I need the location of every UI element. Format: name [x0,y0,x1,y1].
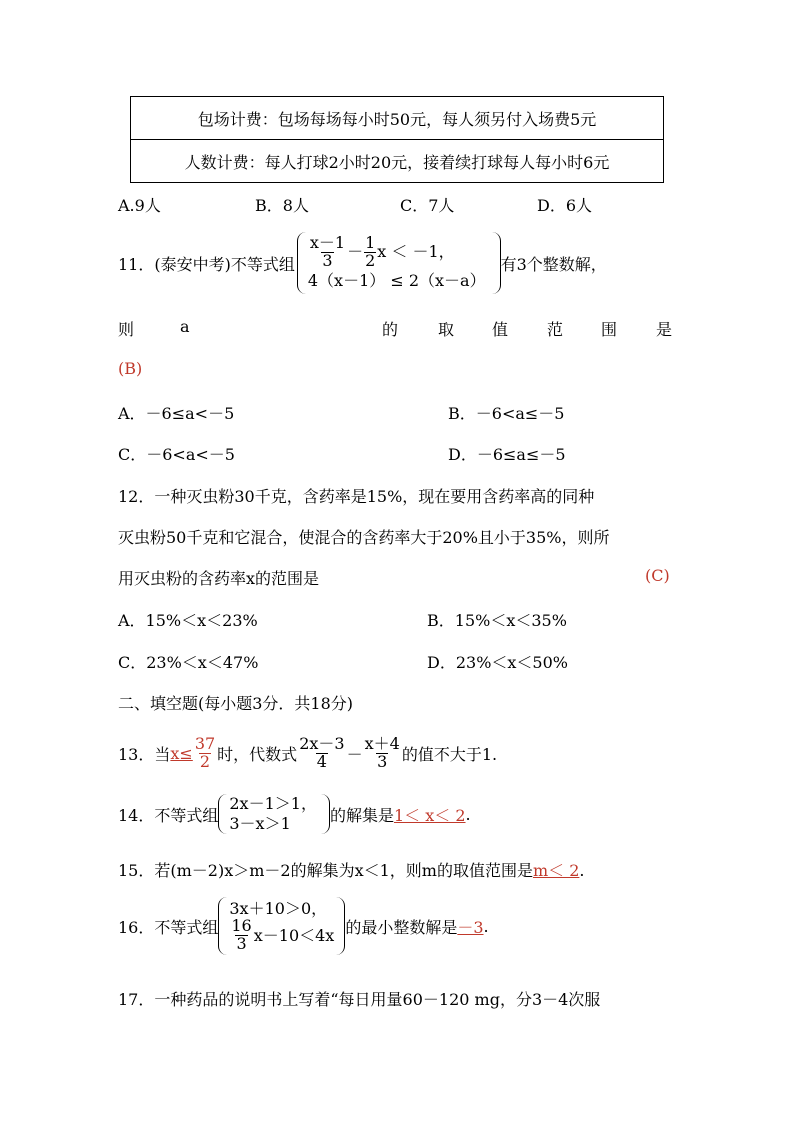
q11-option-c: C．－6<a<－5 [118,445,235,464]
left-brace-icon [218,794,227,834]
q16-inequality-system: 3x＋10＞0， $\frac{16}{3}$ x－10＜4x [218,897,345,955]
q11-then: 则 [118,320,135,339]
q12-answer: (C) [645,566,670,585]
left-brace-icon [297,232,306,294]
q11-char-wei: 围 [601,320,618,339]
pricing-table [130,96,664,183]
q16-answer: －3 [457,917,484,937]
q12-option-b: B．15%＜x＜35% [427,611,567,630]
question-16: 16．不等式组 3x＋10＞0， $\frac{16}{3}$ x－10＜4x 的最小整数解是 －3 . [118,895,489,957]
q13-answer-fraction: $\frac{37}{2}$ [194,733,216,771]
left-brace-icon [218,897,227,955]
q10-option-c: C．7人 [400,196,455,215]
q11-line-2: 4（x－1） ≤ 2（x－a） [307,270,486,290]
q16-fraction: $\frac{16}{3}$ [231,916,252,954]
q11-suffix: 有3个整数解， [500,254,607,274]
q11-prefix: 11．(泰安中考)不等式组 [118,254,295,274]
q12-line-1: 12．一种灭虫粉30千克，含药率是15%，现在要用含药率高的同种 [118,487,595,506]
q13-fraction-2: $\frac{x+4}{3}$ [364,733,400,771]
question-15: 15．若(m－2)x＞m－2的解集为x＜1，则m的取值范围是m＜ 2. [118,861,585,880]
q12-option-c: C．23%＜x＜47% [118,653,259,672]
q17-line-1: 17．一种药品的说明书上写着“每日用量60－120 mg，分3－4次服 [118,990,601,1009]
q11-variable-a: a [180,317,190,336]
q12-line-2: 灭虫粉50千克和它混合，使混合的含药率大于20%且小于35%，则所 [118,528,610,547]
q11-char-fan: 范 [547,320,564,339]
q10-option-d: D．6人 [537,196,593,215]
question-11-stem [118,228,607,298]
q13-fraction-1: $\frac{2x-3}{4}$ [299,733,345,771]
q10-option-b: B．8人 [255,196,309,215]
q12-line-3: 用灭虫粉的含药率x的范围是 [118,569,320,588]
q10-option-a: A.9人 [118,196,161,215]
q14-inequality-system: 2x－1＞1， 3－x＞1 [218,794,330,834]
q15-answer: m＜ 2 [532,861,580,880]
q11-option-b: B．－6<a≤－5 [448,404,565,423]
right-brace-icon [336,897,345,955]
right-brace-icon [321,794,330,834]
section-2-title: 二、填空题(每小题3分．共18分) [118,694,354,713]
q14-answer: 1＜ x＜ 2 [393,805,466,825]
right-brace-icon [492,232,501,294]
q11-char-zhi: 值 [492,320,509,339]
q11-char-shi: 是 [656,320,673,339]
question-14: 14．不等式组 2x－1＞1， 3－x＞1 的解集是 1＜ x＜ 2 . [118,794,471,833]
pricing-table-row-package: 包场计费：包场每场每小时50元，每人须另付入场费5元 [197,109,597,129]
q12-option-d: D．23%＜x＜50% [427,653,568,672]
q11-answer: (B) [118,359,143,378]
question-13: 13．当 x≤ $\frac{37}{2}$ 时，代数式 $\frac{2x-3}{4}$ － $\frac{x+4}{3}$ 的值不大于1. [118,733,498,771]
q12-option-a: A．15%＜x＜23% [118,611,258,630]
pricing-table-row-per-person: 人数计费：每人打球2小时20元，接着续打球每人每小时6元 [131,139,663,182]
q11-fraction-1: $\frac{x-1}{3}$ [309,232,346,270]
q11-option-a: A．－6≤a<－5 [118,404,235,423]
q11-option-d: D．－6≤a≤－5 [448,445,566,464]
q11-char-qu: 取 [438,320,455,339]
q11-fraction-2: $\frac{1}{2}$ [365,232,376,270]
q11-char-de: 的 [382,320,399,339]
q13-answer-x-le: x≤ [170,743,193,763]
q11-inequality-system: $\frac{x-1}{3}$ － $\frac{1}{2}$ x ＜ －1， 4（x－1） ≤ 2（x－a） [297,232,501,294]
